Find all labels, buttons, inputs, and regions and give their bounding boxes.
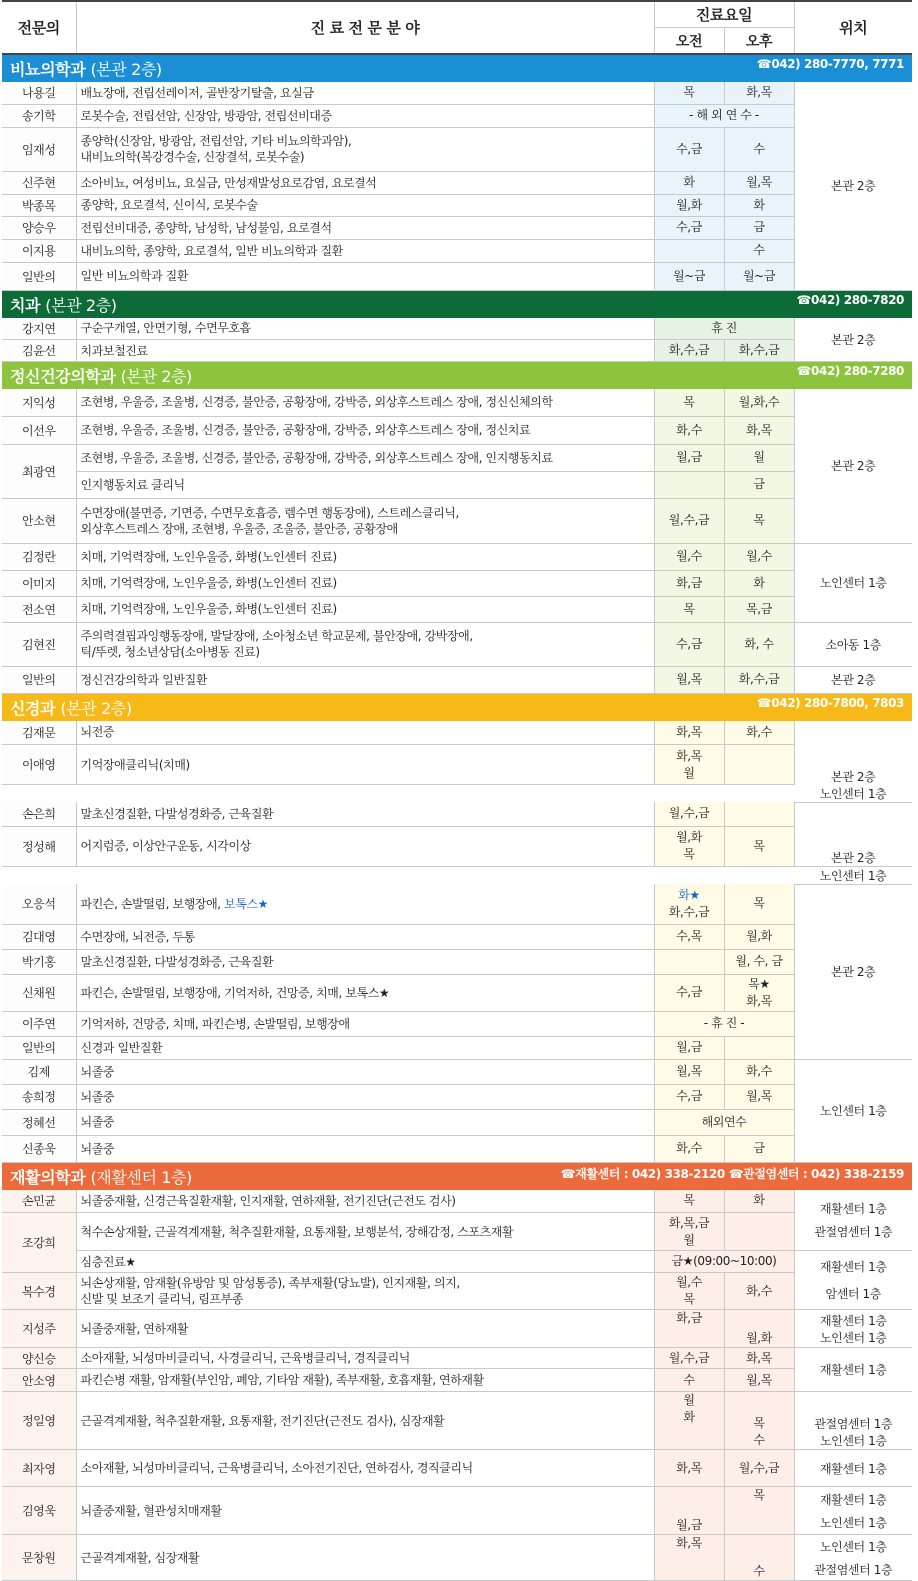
doctor-name: 김재문 bbox=[2, 721, 76, 745]
specialty: 정신건강의학과 일반질환 bbox=[76, 666, 654, 693]
specialty: 로봇수술, 전립선암, 신장암, 방광암, 전립선비대증 bbox=[76, 104, 654, 127]
location: 노인센터 1층 bbox=[794, 785, 912, 803]
doctor-name: 양신승 bbox=[2, 1348, 76, 1369]
doctor-name: 김정란 bbox=[2, 543, 76, 570]
table-row bbox=[2, 104, 912, 127]
am-days: 수,금 bbox=[654, 216, 724, 239]
dept-header-urology bbox=[2, 54, 912, 82]
pm-days: 화, 수 bbox=[724, 622, 794, 666]
doctor-name: 이주연 bbox=[2, 1011, 76, 1036]
pm-days: 목,금 bbox=[724, 596, 794, 622]
table-row bbox=[2, 194, 912, 216]
specialty: 척수손상재활, 근골격계재활, 척추질환재활, 요통재활, 보행분석, 장해감정, 스포츠재활 bbox=[76, 1213, 654, 1251]
specialty: 내비뇨의학, 종양학, 요로결석, 일반 비뇨의학과 질환 bbox=[76, 239, 654, 262]
location: 재활센터 1층 bbox=[794, 1348, 912, 1392]
status: 휴 진 bbox=[654, 318, 794, 340]
am-days: 월 화 bbox=[654, 1392, 724, 1450]
table-row bbox=[2, 1310, 912, 1348]
status: - 해 외 연 수 - bbox=[654, 104, 794, 127]
table-row bbox=[2, 1535, 912, 1581]
am-days: 수,금 bbox=[654, 127, 724, 171]
am-days: 화,목 bbox=[654, 721, 724, 745]
doctor-name: 손은희 bbox=[2, 802, 76, 826]
location: 노인센터 1층 bbox=[794, 1059, 912, 1162]
table-row bbox=[2, 82, 912, 104]
table-row bbox=[2, 127, 912, 171]
specialty: 뇌졸중재활, 혈관성치매재활 bbox=[76, 1487, 654, 1535]
am-days: 화,금 bbox=[654, 1310, 724, 1348]
specialty: 종양학(신장암, 방광암, 전립선암, 기타 비뇨의학과암), 내비뇨의학(복강경수술, 신장결석, 로봇수술) bbox=[76, 127, 654, 171]
specialty: 조현병, 우울증, 조울병, 신경증, 불안증, 공황장애, 강박증, 외상후스트레스 장애, 정신치료 bbox=[76, 416, 654, 444]
doctor-name: 김현진 bbox=[2, 622, 76, 666]
dept-title: 정신건강의학과 bbox=[10, 367, 116, 386]
doctor-name: 신채원 bbox=[2, 974, 76, 1011]
status: 해외연수 bbox=[654, 1109, 794, 1135]
am-days: 월,금 bbox=[654, 1487, 724, 1535]
specialty: 뇌졸중재활, 연하재활 bbox=[76, 1310, 654, 1348]
pm-days: 수 bbox=[724, 127, 794, 171]
pm-days: 화,목 bbox=[724, 416, 794, 444]
table-row-spacer bbox=[2, 785, 912, 803]
location: 본관 2층 bbox=[794, 802, 912, 866]
dept-phone: ☎재활센터 : 042) 338-2120 ☎관절염센터 : 042) 338-2159 bbox=[560, 1166, 904, 1181]
dept-phone: ☎042) 280-7820 bbox=[796, 292, 904, 307]
pm-days bbox=[724, 1213, 794, 1251]
specialty: 파킨슨, 손발떨림, 보행장애, 기억저하, 건망증, 치매, 보톡스★ bbox=[76, 974, 654, 1011]
doctor-name: 박종목 bbox=[2, 194, 76, 216]
am-days: 월,수 bbox=[654, 543, 724, 570]
pm-days: 금 bbox=[724, 1135, 794, 1162]
dept-phone: ☎042) 280-7280 bbox=[796, 364, 904, 378]
pm-days: 월, 수, 금 bbox=[724, 949, 794, 974]
specialty: 기억저하, 건망증, 치매, 파킨슨병, 손발떨림, 보행장애 bbox=[76, 1011, 654, 1036]
dept-title: 신경과 bbox=[10, 698, 56, 718]
doctor-name: 김윤선 bbox=[2, 340, 76, 362]
location: 재활센터 1층 관절염센터 1층 bbox=[794, 1190, 912, 1251]
table-row bbox=[2, 666, 912, 693]
table-row bbox=[2, 543, 912, 570]
am-days: 목 bbox=[654, 389, 724, 416]
am-days: 화,목 bbox=[654, 1535, 724, 1581]
specialty: 인지행동치료 클리닉 bbox=[76, 471, 654, 498]
specialty: 조현병, 우울증, 조울병, 신경증, 불안증, 공황장애, 강박증, 외상후스트레스 장애, 인지행동치료 bbox=[76, 444, 654, 471]
pm-days: 목 bbox=[724, 826, 794, 866]
am-days: 월,수,금 bbox=[654, 498, 724, 543]
am-days: 목 bbox=[654, 1190, 724, 1213]
location: 소아동 1층 bbox=[794, 622, 912, 666]
table-row bbox=[2, 1084, 912, 1109]
specialty: 소아재활, 뇌성마비클리닉, 근육병클리닉, 소아전기진단, 연하검사, 경직클리닉 bbox=[76, 1450, 654, 1487]
specialty: 신경과 일반질환 bbox=[76, 1036, 654, 1059]
pm-days: 목★ 화,목 bbox=[724, 974, 794, 1011]
header-am: 오전 bbox=[654, 28, 724, 55]
am-days: 월,목 bbox=[654, 666, 724, 693]
table-row bbox=[2, 1450, 912, 1487]
dept-floor: (재활센터 1층) bbox=[90, 1167, 192, 1187]
dept-floor: (본관 2층) bbox=[45, 295, 117, 315]
doctor-name: 이지용 bbox=[2, 239, 76, 262]
table-row bbox=[2, 1213, 912, 1251]
specialty: 뇌졸중 bbox=[76, 1135, 654, 1162]
table-row bbox=[2, 974, 912, 1011]
table-row bbox=[2, 471, 912, 498]
specialty: 종양학, 요로결석, 신이식, 로봇수술 bbox=[76, 194, 654, 216]
specialty: 치매, 기억력장애, 노인우울증, 화병(노인센터 진료) bbox=[76, 543, 654, 570]
doctor-name: 이애영 bbox=[2, 745, 76, 785]
specialty: 소아비뇨, 여성비뇨, 요실금, 만성재발성요로감염, 요로결석 bbox=[76, 171, 654, 194]
location: 본관 2층 bbox=[794, 389, 912, 543]
table-row bbox=[2, 1011, 912, 1036]
header-location: 위치 bbox=[794, 1, 912, 54]
pm-days: 화,수,금 bbox=[724, 666, 794, 693]
table-row bbox=[2, 1135, 912, 1162]
doctor-name: 송희정 bbox=[2, 1084, 76, 1109]
table-row bbox=[2, 745, 912, 785]
location: 재활센터 1층 암센터 1층 bbox=[794, 1251, 912, 1310]
location: 재활센터 1층 노인센터 1층 bbox=[794, 1487, 912, 1535]
table-row bbox=[2, 389, 912, 416]
pm-days: 화,수 bbox=[724, 1059, 794, 1084]
am-days: 목 bbox=[654, 82, 724, 104]
table-row bbox=[2, 1273, 912, 1310]
am-days: 화 bbox=[654, 171, 724, 194]
location: 본관 2층 bbox=[794, 884, 912, 1059]
table-row bbox=[2, 1251, 912, 1273]
botox-tag: 보톡스★ bbox=[224, 896, 269, 911]
table-row bbox=[2, 924, 912, 949]
doctor-name: 전소연 bbox=[2, 596, 76, 622]
am-days: 수,금 bbox=[654, 622, 724, 666]
am-days: 목 bbox=[654, 596, 724, 622]
dept-floor: (본관 2층) bbox=[120, 367, 192, 386]
table-row bbox=[2, 340, 912, 362]
dept-header-dental bbox=[2, 290, 912, 318]
doctor-name: 일반의 bbox=[2, 262, 76, 290]
pm-days: 금 bbox=[724, 471, 794, 498]
pm-days: 화,목 bbox=[724, 1348, 794, 1369]
pm-days: 화,수,금 bbox=[724, 340, 794, 362]
table-row bbox=[2, 884, 912, 924]
pm-days: 화,수 bbox=[724, 721, 794, 745]
header-doctor: 전문의 bbox=[2, 1, 76, 54]
pm-days: 목 bbox=[724, 884, 794, 924]
am-days: 화,금 bbox=[654, 570, 724, 596]
am-days bbox=[654, 471, 724, 498]
doctor-name: 강지연 bbox=[2, 318, 76, 340]
specialty: 주의력결핍과잉행동장애, 발달장애, 소아청소년 학교문제, 불안장애, 강박장애, 틱/뚜렛, 청소년상담(소아병동 진료) bbox=[76, 622, 654, 666]
dept-header-psychiatry bbox=[2, 362, 912, 390]
specialty: 뇌손상재활, 암재활(유방암 및 암성통증), 족부재활(당뇨발), 인지재활, 의지, 신발 및 보조기 클리닉, 림프부종 bbox=[76, 1273, 654, 1310]
pm-days: 월~금 bbox=[724, 262, 794, 290]
pm-days: 월,목 bbox=[724, 1369, 794, 1392]
table-row bbox=[2, 216, 912, 239]
specialty: 배뇨장애, 전립선레이저, 골반장기탈출, 요실금 bbox=[76, 82, 654, 104]
am-days: 월,수 목 bbox=[654, 1273, 724, 1310]
doctor-name: 이미지 bbox=[2, 570, 76, 596]
pm-days: 월,수 bbox=[724, 543, 794, 570]
am-days: 월,금 bbox=[654, 444, 724, 471]
table-row bbox=[2, 949, 912, 974]
location: 본관 2층 bbox=[794, 82, 912, 290]
specialty: 전립선비대증, 종양학, 남성학, 남성불임, 요로결석 bbox=[76, 216, 654, 239]
table-row bbox=[2, 1348, 912, 1369]
specialty: 일반 비뇨의학과 질환 bbox=[76, 262, 654, 290]
doctor-name: 김제 bbox=[2, 1059, 76, 1084]
doctor-name: 문창원 bbox=[2, 1535, 76, 1581]
table-row bbox=[2, 416, 912, 444]
specialty: 근골격계재활, 척추질환재활, 요통재활, 전기진단(근전도 검사), 심장재활 bbox=[76, 1392, 654, 1450]
dept-floor: (본관 2층) bbox=[60, 698, 132, 718]
pm-days: 금 bbox=[724, 216, 794, 239]
pm-days: 목 bbox=[724, 498, 794, 543]
specialty: 치매, 기억력장애, 노인우울증, 화병(노인센터 진료) bbox=[76, 596, 654, 622]
pm-days: 화 bbox=[724, 194, 794, 216]
am-days: 월~금 bbox=[654, 262, 724, 290]
table-row bbox=[2, 444, 912, 471]
am-days: 월,수,금 bbox=[654, 802, 724, 826]
dept-title: 비뇨의학과 bbox=[10, 60, 86, 79]
location: 재활센터 1층 노인센터 1층 bbox=[794, 1310, 912, 1348]
am-days: 금★(09:00~10:00) bbox=[654, 1251, 794, 1273]
pm-days: 화,목 bbox=[724, 82, 794, 104]
doctor-name: 나용길 bbox=[2, 82, 76, 104]
am-days: 수 bbox=[654, 1369, 724, 1392]
am-days: 월,화 목 bbox=[654, 826, 724, 866]
doctor-name: 최자영 bbox=[2, 1450, 76, 1487]
specialty: 어지럼증, 이상안구운동, 시각이상 bbox=[76, 826, 654, 866]
doctor-name: 지익성 bbox=[2, 389, 76, 416]
dept-title: 치과 bbox=[10, 295, 41, 315]
header-specialty: 진 료 전 문 분 야 bbox=[76, 1, 654, 54]
specialty: 치과보철진료 bbox=[76, 340, 654, 362]
doctor-name: 신주현 bbox=[2, 171, 76, 194]
am-days: 화,수,금 bbox=[654, 340, 724, 362]
specialty: 수면장애(불면증, 기면증, 수면무호흡증, 렘수면 행동장애), 스트레스클리닉, 외상후스트레스 장애, 조현병, 우울증, 조울증, 불안증, 공황장애 bbox=[76, 498, 654, 543]
specialty: 근골격계재활, 심장재활 bbox=[76, 1535, 654, 1581]
pm-days: 월,화,수 bbox=[724, 389, 794, 416]
specialty: 기억장애클리닉(치매) bbox=[76, 745, 654, 785]
am-days bbox=[654, 949, 724, 974]
dept-title: 재활의학과 bbox=[10, 1167, 86, 1187]
dept-phone: ☎042) 280-7770, 7771 bbox=[756, 57, 904, 71]
doctor-name: 지성주 bbox=[2, 1310, 76, 1348]
table-row bbox=[2, 1059, 912, 1084]
am-days: 수,목 bbox=[654, 924, 724, 949]
specialty: 수면장애, 뇌전증, 두통 bbox=[76, 924, 654, 949]
dept-header-rehab bbox=[2, 1162, 912, 1190]
specialty: 뇌졸중 bbox=[76, 1109, 654, 1135]
location: 노인센터 1층 관절염센터 1층 bbox=[794, 1535, 912, 1581]
doctor-name: 정성해 bbox=[2, 826, 76, 866]
table-row bbox=[2, 1392, 912, 1450]
table-row bbox=[2, 262, 912, 290]
doctor-name: 오응석 bbox=[2, 884, 76, 924]
pm-days: 화 bbox=[724, 1190, 794, 1213]
am-days: 월,화 bbox=[654, 194, 724, 216]
doctor-name: 복수경 bbox=[2, 1273, 76, 1310]
table-row-spacer bbox=[2, 866, 912, 884]
table-row bbox=[2, 1190, 912, 1213]
table-row bbox=[2, 596, 912, 622]
pm-days: 화 bbox=[724, 570, 794, 596]
specialty: 말초신경질환, 다발성경화증, 근육질환 bbox=[76, 949, 654, 974]
specialty: 뇌졸중재활, 신경근육질환재활, 인지재활, 연하재활, 전기진단(근전도 검사) bbox=[76, 1190, 654, 1213]
table-row bbox=[2, 1487, 912, 1535]
pm-days: 월 bbox=[724, 444, 794, 471]
am-days: 월,목 bbox=[654, 1059, 724, 1084]
specialty: 심층진료★ bbox=[76, 1251, 654, 1273]
am-days bbox=[654, 239, 724, 262]
doctor-name: 김영욱 bbox=[2, 1487, 76, 1535]
doctor-name: 박기홍 bbox=[2, 949, 76, 974]
table-row bbox=[2, 318, 912, 340]
am-days: 화,수 bbox=[654, 1135, 724, 1162]
specialty: 뇌전증 bbox=[76, 721, 654, 745]
doctor-name: 손민균 bbox=[2, 1190, 76, 1213]
specialty: 뇌졸중 bbox=[76, 1084, 654, 1109]
location: 본관 2층 bbox=[794, 318, 912, 362]
doctor-name: 정혜선 bbox=[2, 1109, 76, 1135]
pm-days: 목 bbox=[724, 1487, 794, 1535]
doctor-name: 신종욱 bbox=[2, 1135, 76, 1162]
specialty: 파킨슨, 손발떨림, 보행장애, 보톡스★ bbox=[76, 884, 654, 924]
table-row bbox=[2, 498, 912, 543]
table-row bbox=[2, 1109, 912, 1135]
pm-days: 월,화 bbox=[724, 1310, 794, 1348]
doctor-name: 최광연 bbox=[2, 444, 76, 498]
doctor-name: 송기학 bbox=[2, 104, 76, 127]
table-row bbox=[2, 171, 912, 194]
pm-days: 월,목 bbox=[724, 171, 794, 194]
header-days: 진료요일 bbox=[654, 1, 794, 28]
dept-phone: ☎042) 280-7800, 7803 bbox=[756, 695, 904, 710]
location: 노인센터 1층 bbox=[794, 543, 912, 622]
doctor-name: 정일영 bbox=[2, 1392, 76, 1450]
dept-floor: (본관 2층) bbox=[90, 60, 162, 79]
specialty: 치매, 기억력장애, 노인우울증, 화병(노인센터 진료) bbox=[76, 570, 654, 596]
doctor-name: 임재성 bbox=[2, 127, 76, 171]
am-days: 화,목 bbox=[654, 1450, 724, 1487]
pm-days bbox=[724, 802, 794, 826]
specialty: 뇌졸중 bbox=[76, 1059, 654, 1084]
am-days: 화,목 월 bbox=[654, 745, 724, 785]
am-days: 화★ 화,수,금 bbox=[654, 884, 724, 924]
doctor-name: 안소영 bbox=[2, 1369, 76, 1392]
location: 본관 2층 bbox=[794, 666, 912, 693]
clinic-schedule-table bbox=[2, 0, 912, 1581]
pm-days: 수 bbox=[724, 1535, 794, 1581]
dept-header-neurology bbox=[2, 693, 912, 721]
am-days: 화,수 bbox=[654, 416, 724, 444]
doctor-name: 일반의 bbox=[2, 666, 76, 693]
doctor-name: 양승우 bbox=[2, 216, 76, 239]
table-row bbox=[2, 802, 912, 826]
pm-days: 화,수 bbox=[724, 1273, 794, 1310]
header-pm: 오후 bbox=[724, 28, 794, 55]
doctor-name: 안소현 bbox=[2, 498, 76, 543]
doctor-name: 이선우 bbox=[2, 416, 76, 444]
doctor-name: 조강희 bbox=[2, 1213, 76, 1273]
specialty: 말초신경질환, 다발성경화증, 근육질환 bbox=[76, 802, 654, 826]
pm-days: 월,목 bbox=[724, 1084, 794, 1109]
pm-days: 수 bbox=[724, 239, 794, 262]
table-row bbox=[2, 239, 912, 262]
pm-days: 월,수,금 bbox=[724, 1450, 794, 1487]
table-row bbox=[2, 570, 912, 596]
pm-days: 목 수 bbox=[724, 1392, 794, 1450]
doctor-name: 일반의 bbox=[2, 1036, 76, 1059]
am-days: 월,금 bbox=[654, 1036, 724, 1059]
specialty: 구순구개열, 안면기형, 수면무호흡 bbox=[76, 318, 654, 340]
specialty: 소아재활, 뇌성마비클리닉, 사경클리닉, 근육병클리닉, 경직클리닉 bbox=[76, 1348, 654, 1369]
pm-days bbox=[724, 745, 794, 785]
location: 관절염센터 1층 노인센터 1층 bbox=[794, 1392, 912, 1450]
table-row bbox=[2, 721, 912, 745]
pm-days bbox=[724, 1036, 794, 1059]
specialty: 파킨슨병 재활, 암재활(부인암, 폐암, 기타암 재활), 족부재활, 호흡재활, 연하재활 bbox=[76, 1369, 654, 1392]
status: - 휴 진 - bbox=[654, 1011, 794, 1036]
specialty: 조현병, 우울증, 조울병, 신경증, 불안증, 공황장애, 강박증, 외상후스트레스 장애, 정신신체의학 bbox=[76, 389, 654, 416]
pm-days: 월,화 bbox=[724, 924, 794, 949]
table-row bbox=[2, 1036, 912, 1059]
table-row bbox=[2, 622, 912, 666]
location: 본관 2층 bbox=[794, 721, 912, 785]
am-days: 월,수,금 bbox=[654, 1348, 724, 1369]
doctor-name: 김대영 bbox=[2, 924, 76, 949]
location: 노인센터 1층 bbox=[794, 866, 912, 884]
table-row bbox=[2, 1369, 912, 1392]
am-days: 화,목,금 월 bbox=[654, 1213, 724, 1251]
location: 재활센터 1층 bbox=[794, 1450, 912, 1487]
table-row bbox=[2, 826, 912, 866]
am-days: 수,금 bbox=[654, 1084, 724, 1109]
am-days: 수,금 bbox=[654, 974, 724, 1011]
